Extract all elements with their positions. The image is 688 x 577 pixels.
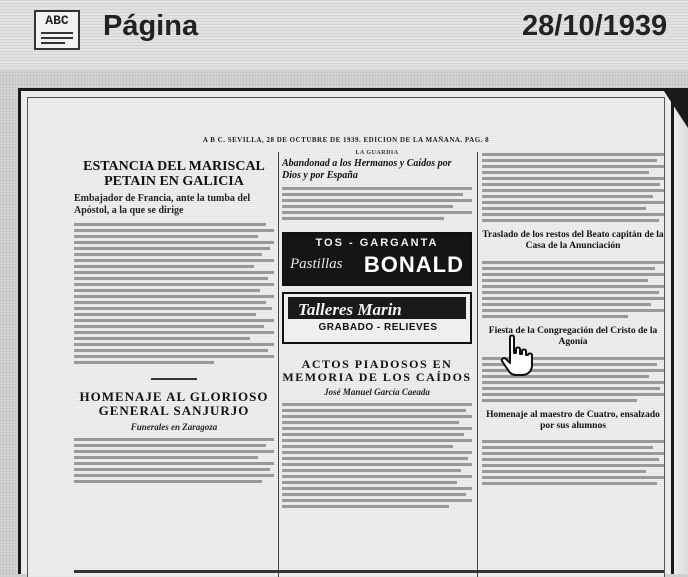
col3-headline-2: Fiesta de la Congregación del Cristo de la Agonía (488, 325, 658, 348)
col3-body-text (482, 153, 664, 222)
col2-byline: José Manuel García Caeada (324, 387, 430, 398)
ad2-script-text: Talleres Marin (298, 300, 402, 319)
col2-headline-2: ACTOS PIADOSOS EN MEMORIA DE LOS CAÍDOS (282, 357, 472, 384)
column-2 (282, 150, 472, 577)
col3-body-text-2 (482, 261, 664, 318)
page-date: 28/10/1939 (522, 10, 668, 42)
top-bar (0, 0, 688, 70)
ad1-brand-text: BONALD (363, 252, 464, 277)
logo-text: ABC (45, 13, 69, 28)
advertisement-bonald (282, 232, 472, 286)
col3-body-text-4 (482, 440, 664, 485)
col3-headline-1: Traslado de los restos del Beato capitán de la Casa de la Anunciación (482, 230, 664, 252)
col1-byline: Funerales en Zaragoza (130, 421, 218, 432)
ad2-sub-text: GRABADO - RELIEVES (318, 322, 438, 333)
ad2-band (288, 297, 466, 319)
col2-body-text (282, 187, 472, 220)
col1-body-text (74, 223, 274, 364)
newspaper-page-inner (27, 97, 665, 577)
newspaper-page[interactable] (18, 88, 674, 574)
hand-pointer-icon (496, 333, 536, 377)
col2-body-text-2 (282, 403, 472, 508)
column-rule (477, 152, 478, 577)
column-1 (74, 150, 274, 577)
col1-body-text-2 (74, 438, 274, 483)
col2-kicker: LA GUARDIA (355, 150, 399, 156)
ad1-script-text: Pastillas (290, 256, 343, 272)
article-separator (151, 378, 197, 380)
logo-line (41, 37, 73, 39)
column-rule (278, 152, 279, 577)
abc-logo-icon[interactable] (34, 10, 80, 50)
page-title: Página (103, 10, 199, 42)
col1-headline: ESTANCIA DEL MARISCAL PETAIN EN GALICIA (83, 159, 265, 189)
newspaper-header-line: A B C. SEVILLA, 28 DE OCTUBRE DE 1939. EDICION DE LA MAÑANA. PAG. 8 (202, 136, 490, 144)
col2-headline: Abandonad a los Hermanos y Caídos por Dios y por España (282, 158, 452, 181)
logo-line (41, 32, 73, 34)
col1-headline-2: HOMENAJE AL GLORIOSO GENERAL SANJURJO (79, 389, 269, 419)
page-bottom-rule (74, 570, 664, 573)
ad1-top-text: TOS - GARGANTA (315, 237, 439, 249)
col3-headline-3: Homenaje al maestro de Cuatro, ensalzado por sus alumnos (486, 409, 660, 431)
logo-line (41, 42, 65, 44)
col1-subhead: Embajador de Francia, ante la tumba del Apóstol, a la que se dirige (74, 193, 251, 217)
advertisement-talleres (282, 292, 472, 344)
